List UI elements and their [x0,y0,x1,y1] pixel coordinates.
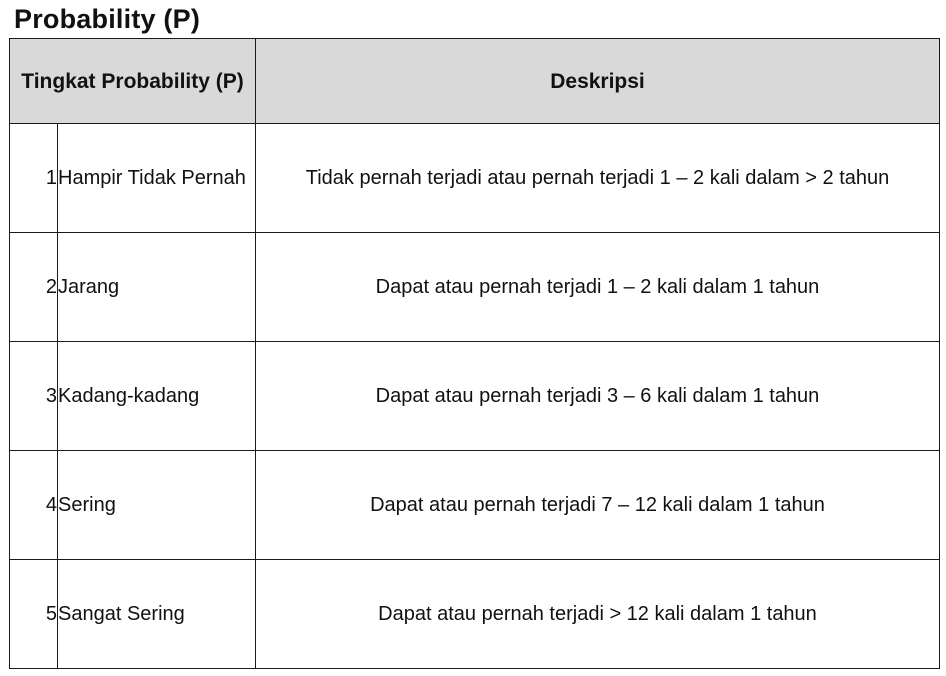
table-row [10,451,940,560]
level-name: Kadang-kadang [58,342,256,451]
level-description: Dapat atau pernah terjadi > 12 kali dalam 1 tahun [256,560,940,669]
level-number: 3 [10,342,58,451]
header-level: Tingkat Probability (P) [10,39,256,124]
level-description: Tidak pernah terjadi atau pernah terjadi 1 – 2 kali dalam > 2 tahun [256,124,940,233]
level-number: 1 [10,124,58,233]
level-number: 2 [10,233,58,342]
level-name: Jarang [58,233,256,342]
table-header-row [10,39,940,124]
page-title: Probability (P) [14,4,201,34]
table-row [10,560,940,669]
level-number: 5 [10,560,58,669]
level-description: Dapat atau pernah terjadi 7 – 12 kali dalam 1 tahun [256,451,940,560]
table-row [10,342,940,451]
level-name: Sangat Sering [58,560,256,669]
level-description: Dapat atau pernah terjadi 1 – 2 kali dalam 1 tahun [256,233,940,342]
level-name: Sering [58,451,256,560]
level-number: 4 [10,451,58,560]
level-name: Hampir Tidak Pernah [58,124,256,233]
table-row [10,124,940,233]
table-row [10,233,940,342]
header-description: Deskripsi [256,39,940,124]
level-description: Dapat atau pernah terjadi 3 – 6 kali dalam 1 tahun [256,342,940,451]
probability-table [9,38,940,669]
